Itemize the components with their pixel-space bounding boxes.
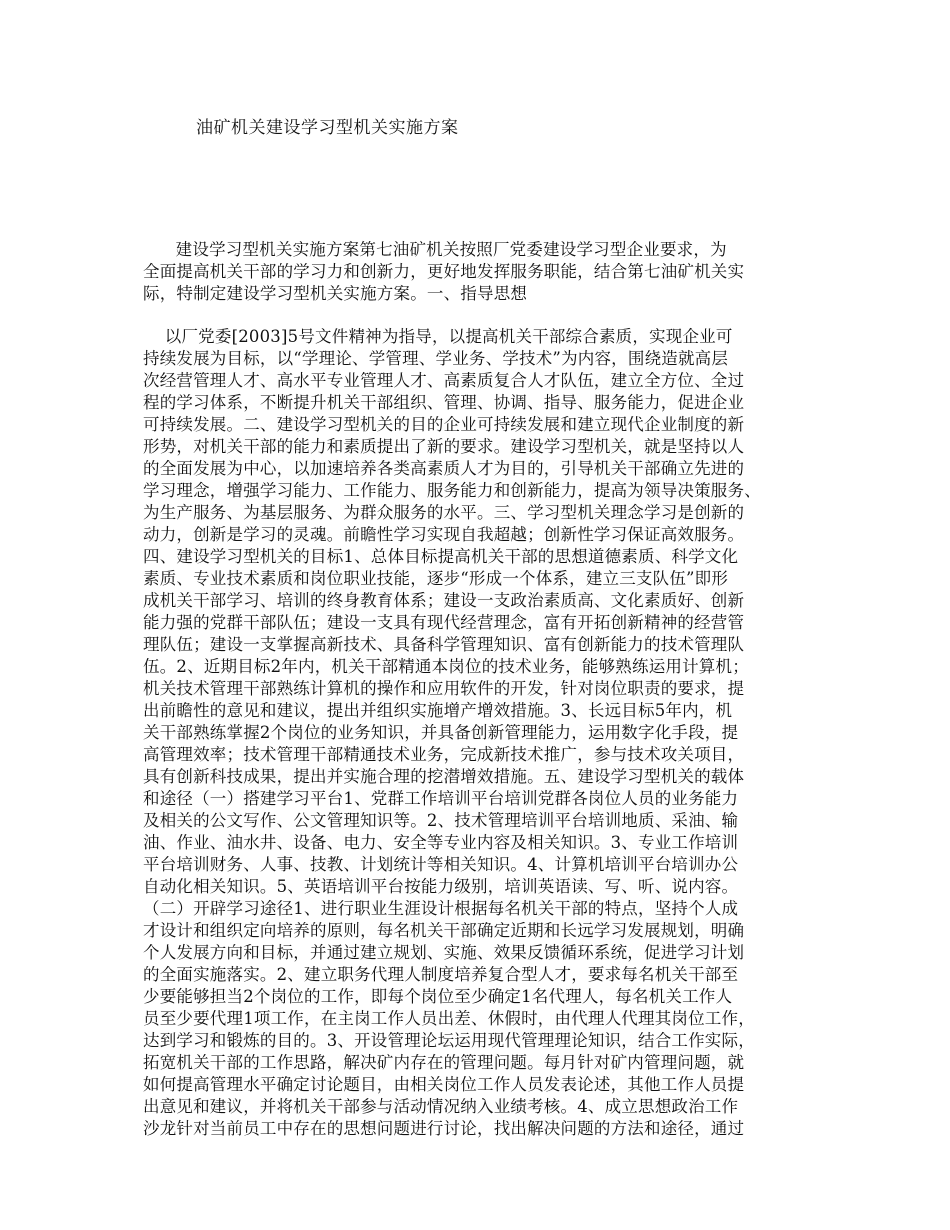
text-line: 高管理效率；技术管理干部精通技术业务，完成新技术推广，参与技术攻关项目， (143, 745, 745, 764)
text-line: 油、作业、油水井、设备、电力、安全等专业内容及相关知识。3、专业工作培训 (143, 833, 739, 852)
text-line: 建设学习型机关实施方案第七油矿机关按照厂党委建设学习型企业要求，为 (143, 240, 727, 259)
paragraph-main (143, 326, 823, 1140)
document-title: 油矿机关建设学习型机关实施方案 (196, 118, 459, 138)
text-line: 素质、专业技术素质和岗位职业技能，逐步“形成一个体系，建立三支队伍”即形 (143, 569, 729, 588)
text-line: 全面提高机关干部的学习力和创新力，更好地发挥服务职能，结合第七油矿机关实 (143, 262, 745, 281)
text-line: 伍。2、近期目标2年内，机关干部精通本岗位的技术业务，能够熟练运用计算机； (143, 657, 749, 676)
text-line: 可持续发展。二、建设学习型机关的目的企业可持续发展和建立现代企业制度的新 (143, 415, 745, 434)
text-line: 的全面发展为中心，以加速培养各类高素质人才为目的，引导机关干部确立先进的 (143, 459, 745, 478)
text-line: 机关技术管理干部熟练计算机的操作和应用软件的开发，针对岗位职责的要求，提 (143, 679, 745, 698)
text-line: 四、建设学习型机关的目标1、总体目标提高机关干部的思想道德素质、科学文化 (143, 547, 739, 566)
paragraph-intro (143, 239, 823, 305)
text-line: 形势，对机关干部的能力和素质提出了新的要求。建设学习型机关，就是坚持以人 (143, 437, 745, 456)
text-line: 学习理念，增强学习能力、工作能力、服务能力和创新能力，提高为领导决策服务、 (143, 481, 761, 500)
text-line: （二）开辟学习途径1、进行职业生涯设计根据每名机关干部的特点，坚持个人成 (143, 899, 739, 918)
text-line: 如何提高管理水平确定讨论题目，由相关岗位工作人员发表论述，其他工作人员提 (143, 1075, 745, 1094)
text-line: 才设计和组织定向培养的原则，每名机关干部确定近期和长远学习发展规划，明确 (143, 921, 745, 940)
text-line: 自动化相关知识。5、英语培训平台按能力级别，培训英语读、写、听、说内容。 (143, 877, 739, 896)
text-line: 动力，创新是学习的灵魂。前瞻性学习实现自我超越；创新性学习保证高效服务。 (143, 525, 745, 544)
text-line: 及相关的公文写作、公文管理知识等。2、技术管理培训平台培训地质、采油、输 (143, 811, 739, 830)
text-line: 少要能够担当2个岗位的工作，即每个岗位至少确定1名代理人，每名机关工作人 (143, 987, 733, 1006)
text-line: 出意见和建议，并将机关干部参与活动情况纳入业绩考核。4、成立思想政治工作 (143, 1097, 739, 1116)
text-line: 次经营管理人才、高水平专业管理人才、高素质复合人才队伍，建立全方位、全过 (143, 371, 745, 390)
text-line: 程的学习体系，不断提升机关干部组织、管理、协调、指导、服务能力，促进企业 (143, 393, 745, 412)
text-line: 持续发展为目标，以“学理论、学管理、学业务、学技术”为内容，围绕造就高层 (143, 349, 729, 368)
text-line: 出前瞻性的意见和建议，提出并组织实施增产增效措施。3、长远目标5年内，机 (143, 701, 733, 720)
text-line: 能力强的党群干部队伍；建设一支具有现代经营理念，富有开拓创新精神的经营管 (143, 613, 745, 632)
text-line: 个人发展方向和目标，并通过建立规划、实施、效果反馈循环系统，促进学习计划 (143, 943, 745, 962)
text-line: 平台培训财务、人事、技教、计划统计等相关知识。4、计算机培训平台培训办公 (143, 855, 739, 874)
text-line: 际，特制定建设学习型机关实施方案。一、指导思想 (143, 284, 528, 303)
text-line: 关干部熟练掌握2个岗位的业务知识，并具备创新管理能力，运用数字化手段，提 (143, 723, 739, 742)
text-line: 具有创新科技成果，提出并实施合理的挖潜增效措施。五、建设学习型机关的载体 (143, 767, 745, 786)
text-line: 拓宽机关干部的工作思路，解决矿内存在的管理问题。每月针对矿内管理问题，就 (143, 1053, 745, 1072)
text-line: 为生产服务、为基层服务、为群众服务的水平。三、学习型机关理念学习是创新的 (143, 503, 745, 522)
text-line: 以厂党委[2003]5号文件精神为指导，以提高机关干部综合素质，实现企业可 (143, 327, 733, 346)
text-line: 沙龙针对当前员工中存在的思想问题进行讨论，找出解决问题的方法和途径，通过 (143, 1119, 745, 1138)
text-line: 的全面实施落实。2、建立职务代理人制度培养复合型人才，要求每名机关干部至 (143, 965, 739, 984)
text-line: 理队伍；建设一支掌握高新技术、具备科学管理知识、富有创新能力的技术管理队 (143, 635, 745, 654)
text-line: 成机关干部学习、培训的终身教育体系；建设一支政治素质高、文化素质好、创新 (143, 591, 745, 610)
text-line: 达到学习和锻炼的目的。3、开设管理论坛运用现代管理理论知识，结合工作实际， (143, 1031, 755, 1050)
text-line: 和途径（一）搭建学习平台1、党群工作培训平台培训党群各岗位人员的业务能力 (143, 789, 739, 808)
text-line: 员至少要代理1项工作，在主岗工作人员出差、休假时，由代理人代理其岗位工作， (143, 1009, 755, 1028)
